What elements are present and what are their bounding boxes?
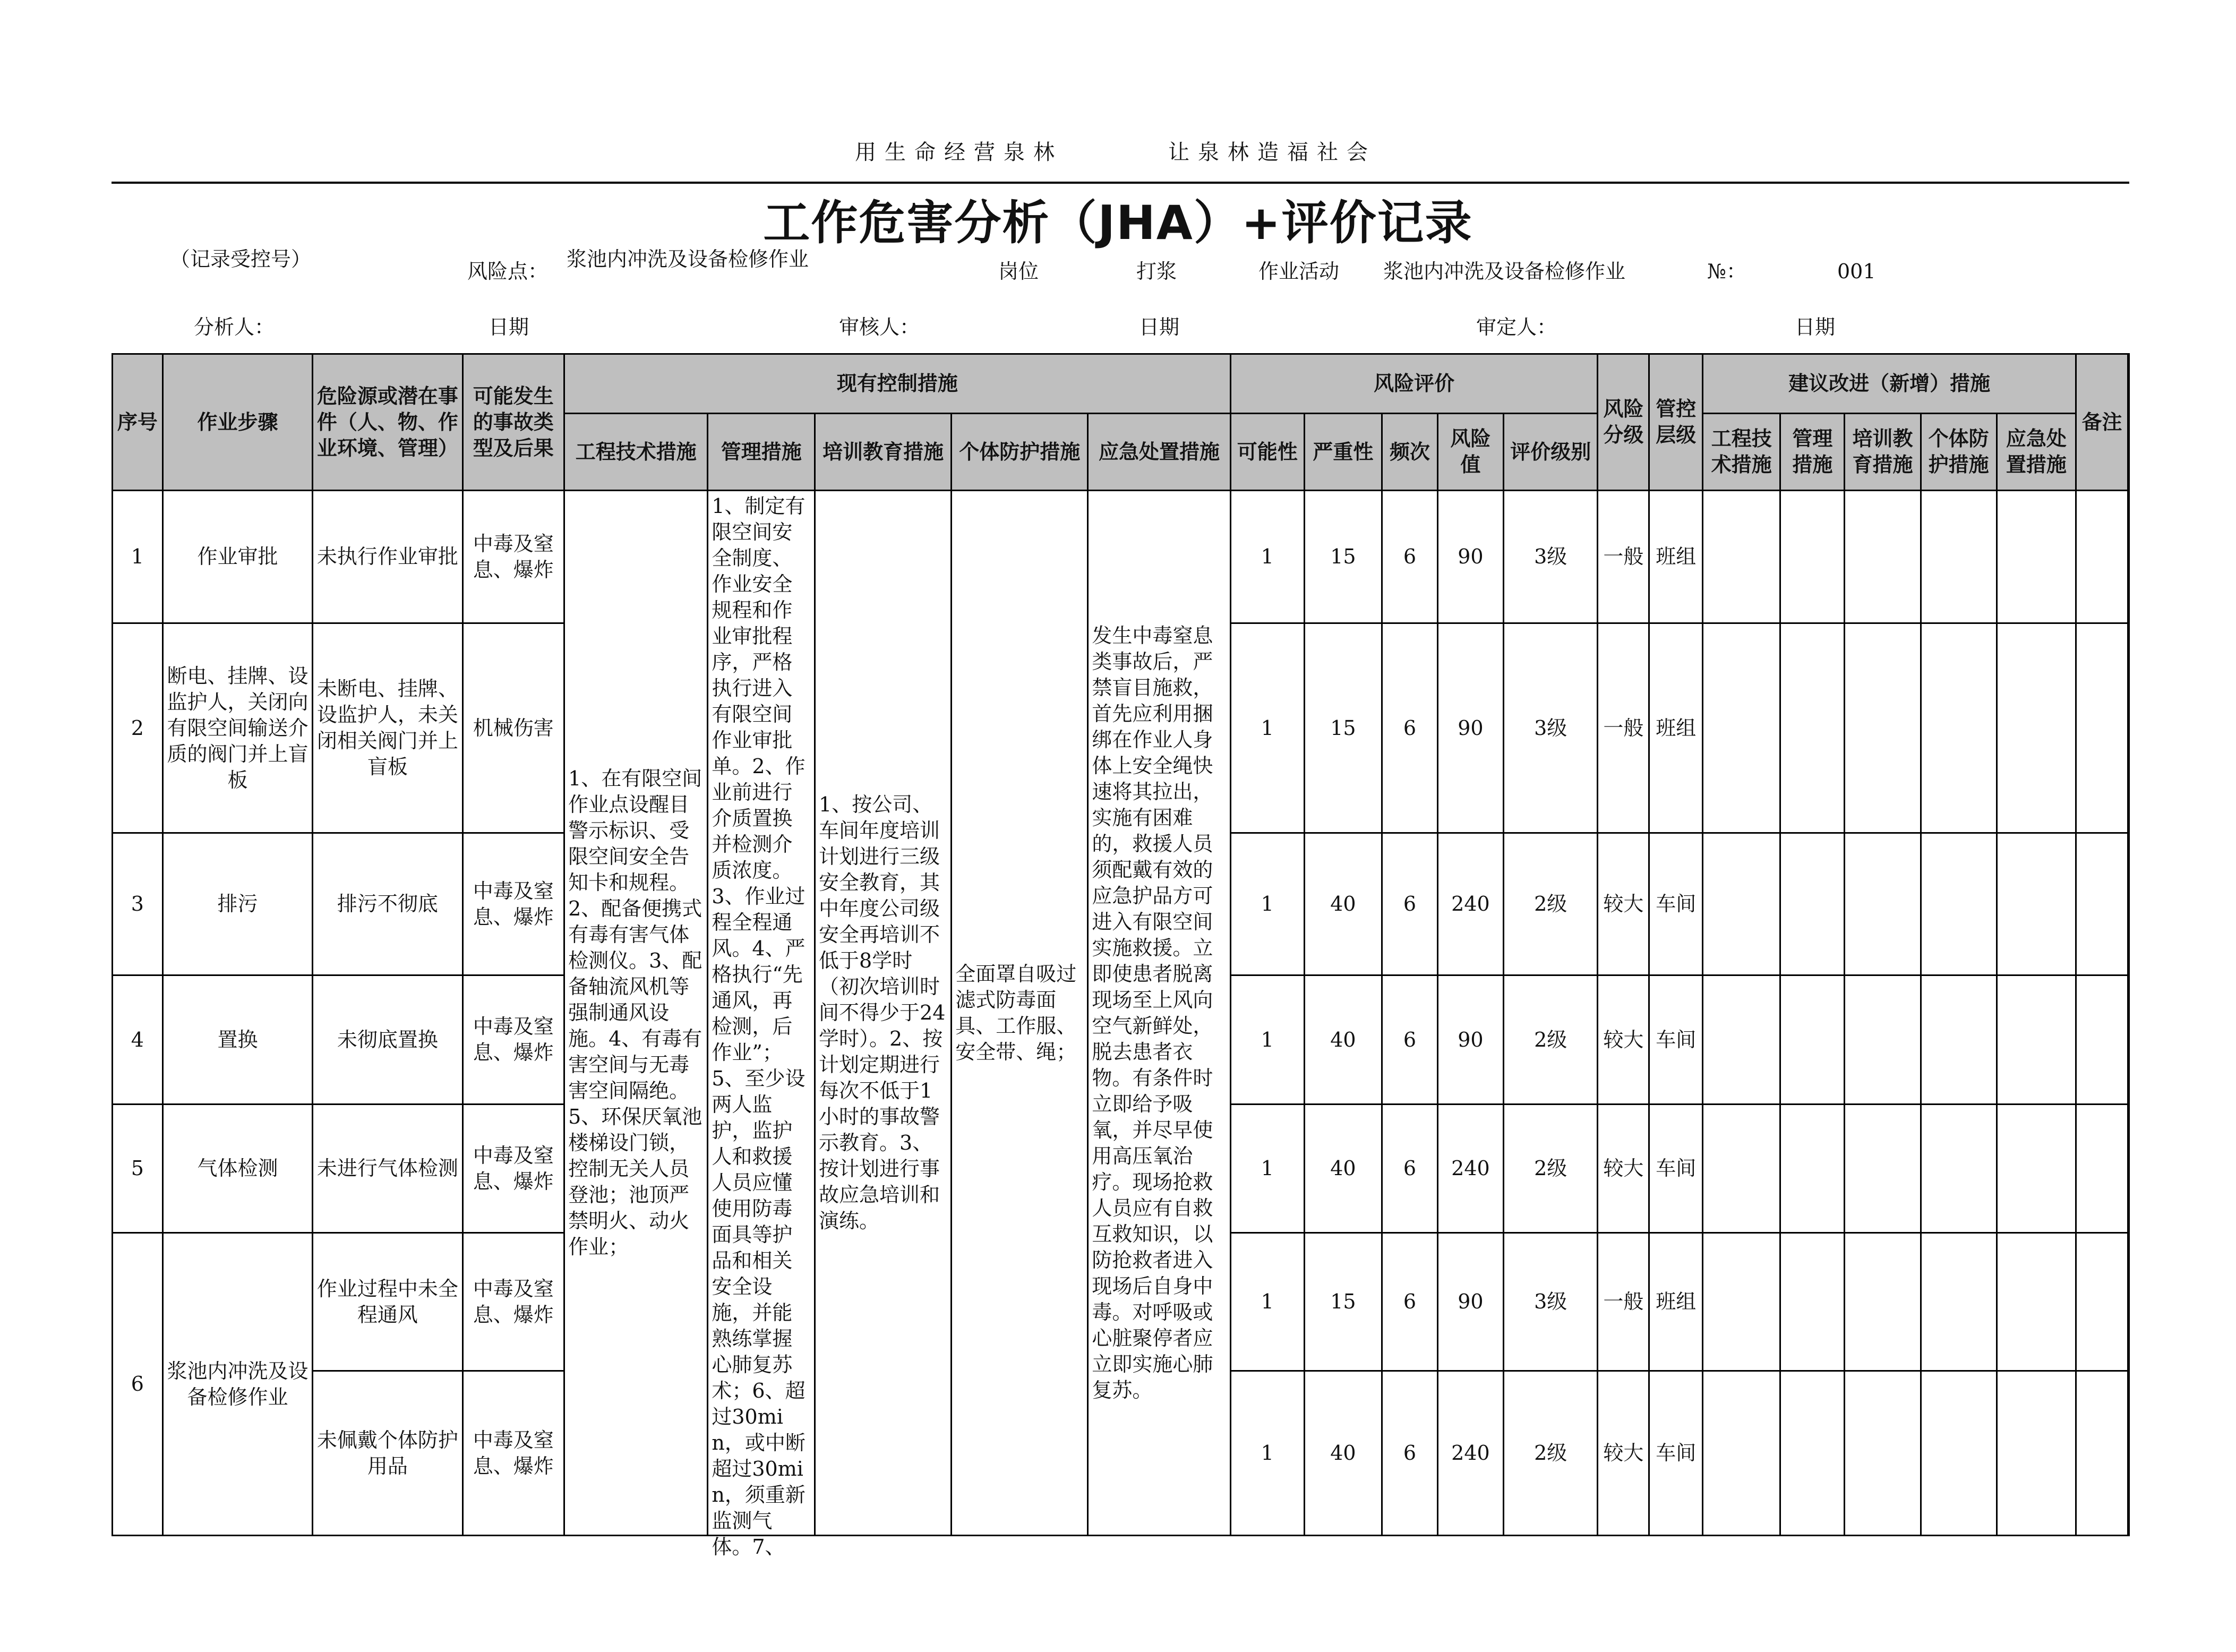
row-control-level: 班组 xyxy=(1649,1233,1703,1371)
post-label: 岗位 xyxy=(998,260,1039,283)
row-severity: 15 xyxy=(1304,1233,1382,1371)
row-s-eng xyxy=(1703,1233,1780,1371)
row-seq: 5 xyxy=(113,1105,163,1233)
row-s-training xyxy=(1845,1371,1921,1536)
row-s-mgmt xyxy=(1780,975,1845,1105)
row-risk-value: 90 xyxy=(1437,623,1503,833)
row-s-ppe xyxy=(1921,833,1997,975)
no-value: 001 xyxy=(1837,260,1876,283)
row-risk-level: 较大 xyxy=(1598,833,1649,975)
row-s-emergency xyxy=(1997,1371,2076,1536)
date1-label: 日期 xyxy=(489,315,529,339)
post-value: 打浆 xyxy=(1136,260,1177,283)
slogan-left: 用生命经营泉林 xyxy=(855,140,1063,165)
shared-eng-measures xyxy=(564,491,708,1536)
row-s-ppe xyxy=(1921,491,1997,623)
col-severity: 严重性 xyxy=(1304,414,1382,491)
row-risk-level: 一般 xyxy=(1598,1233,1649,1371)
row-step: 排污 xyxy=(162,833,312,975)
row-risk-value: 240 xyxy=(1437,1371,1503,1536)
row-s-mgmt xyxy=(1780,623,1845,833)
col-step: 作业步骤 xyxy=(162,354,312,491)
row-control-level: 班组 xyxy=(1649,491,1703,623)
risk-point-label: 风险点： xyxy=(467,260,549,283)
row-s-eng xyxy=(1703,1371,1780,1536)
row-risk-level: 一般 xyxy=(1598,623,1649,833)
shared-training-text: 1、按公司、车间年度培训计划进行三级安全教育，其中年度公司级安全再培训不低于8学时（初次培训时间不得少于24学时）。2、按计划定期进行每次不低于1小时的事故警示教育。3、按计划进行事故应急培训和演练。 xyxy=(819,793,946,1232)
row-consequence: 中毒及窒息、爆炸 xyxy=(462,975,564,1105)
col-remark: 备注 xyxy=(2076,354,2129,491)
col-s-training: 培训教育措施 xyxy=(1845,414,1921,491)
row-step: 置换 xyxy=(162,975,312,1105)
row-control-level: 车间 xyxy=(1649,833,1703,975)
row-frequency: 6 xyxy=(1382,1371,1438,1536)
analyst-label: 分析人： xyxy=(194,315,275,339)
row-step: 气体检测 xyxy=(162,1105,312,1233)
shared-training-measures xyxy=(815,491,952,1536)
row-s-training xyxy=(1845,1105,1921,1233)
row-likelihood: 1 xyxy=(1230,975,1304,1105)
row-severity: 40 xyxy=(1304,833,1382,975)
row-risk-value: 90 xyxy=(1437,1233,1503,1371)
row-remark xyxy=(2076,1233,2129,1371)
approver-label: 审定人： xyxy=(1476,315,1557,339)
row-s-ppe xyxy=(1921,1233,1997,1371)
row-seq: 2 xyxy=(113,623,163,833)
col-risk-level: 风险分级 xyxy=(1598,354,1649,491)
row-s-mgmt xyxy=(1780,1371,1845,1536)
col-s-emergency: 应急处置措施 xyxy=(1997,414,2076,491)
col-frequency: 频次 xyxy=(1382,414,1438,491)
page-title: 工作危害分析（JHA）+评价记录 xyxy=(763,195,1473,250)
row-seq: 6 xyxy=(113,1233,163,1536)
row-frequency: 6 xyxy=(1382,1105,1438,1233)
row-s-training xyxy=(1845,833,1921,975)
date3-label: 日期 xyxy=(1795,315,1836,339)
row-s-mgmt xyxy=(1780,833,1845,975)
col-likelihood: 可能性 xyxy=(1230,414,1304,491)
col-eng: 工程技术措施 xyxy=(564,414,708,491)
shared-ppe-text: 全面罩自吸过滤式防毒面具、工作服、安全带、绳； xyxy=(955,962,1077,1064)
row-frequency: 6 xyxy=(1382,491,1438,623)
row-s-eng xyxy=(1703,975,1780,1105)
row-s-emergency xyxy=(1997,975,2076,1105)
col-risk-value: 风险值 xyxy=(1437,414,1503,491)
row-s-emergency xyxy=(1997,623,2076,833)
row-consequence: 中毒及窒息、爆炸 xyxy=(462,491,564,623)
row-likelihood: 1 xyxy=(1230,623,1304,833)
row-s-emergency xyxy=(1997,1105,2076,1233)
col-s-eng: 工程技术措施 xyxy=(1703,414,1780,491)
risk-point-value: 浆池内冲洗及设备检修作业 xyxy=(566,247,809,271)
row-s-ppe xyxy=(1921,975,1997,1105)
row-grade: 3级 xyxy=(1503,623,1598,833)
row-frequency: 6 xyxy=(1382,833,1438,975)
row-risk-level: 较大 xyxy=(1598,1371,1649,1536)
col-suggested: 建议改进（新增）措施 xyxy=(1703,354,2076,414)
row-seq: 4 xyxy=(113,975,163,1105)
header-divider xyxy=(112,182,2129,184)
date2-label: 日期 xyxy=(1139,315,1180,339)
row-hazard: 未执行作业审批 xyxy=(313,491,462,623)
table-row xyxy=(113,491,2129,623)
activity-value: 浆池内冲洗及设备检修作业 xyxy=(1383,260,1626,283)
row-severity: 40 xyxy=(1304,1105,1382,1233)
row-consequence: 中毒及窒息、爆炸 xyxy=(462,833,564,975)
shared-eng-text: 1、在有限空间作业点设醒目警示标识、受限空间安全告知卡和规程。2、配备便携式有毒有害气体检测仪。3、配备轴流风机等强制通风设施。4、有毒有害空间与无毒害空间隔绝。5、环保厌氧池楼梯设门锁，控制无关人员登池；池顶严禁明火、动火作业； xyxy=(568,767,703,1259)
row-consequence: 机械伤害 xyxy=(462,623,564,833)
row-remark xyxy=(2076,1371,2129,1536)
row-remark xyxy=(2076,833,2129,975)
row-s-emergency xyxy=(1997,491,2076,623)
col-ppe: 个体防护措施 xyxy=(952,414,1088,491)
row-s-eng xyxy=(1703,623,1780,833)
record-no-label: （记录受控号） xyxy=(170,247,312,271)
row-s-eng xyxy=(1703,833,1780,975)
row-remark xyxy=(2076,491,2129,623)
row-s-mgmt xyxy=(1780,491,1845,623)
shared-emergency-text: 发生中毒窒息类事故后，严禁盲目施救，首先应利用捆绑在作业人身体上安全绳快速将其拉出，实施有困难的，救援人员须配戴有效的应急护品方可进入有限空间实施救援。立即使患者脱离现场至上风向空气新鲜处，脱去患者衣物。有条件时立即给予吸氧，并尽早使用高压氧治疗。现场抢救人员应有自救互救知识，以防抢救者进入现场后自身中毒。对呼吸或心脏聚停者应立即实施心肺复苏。 xyxy=(1092,623,1213,1402)
col-consequence: 可能发生的事故类型及后果 xyxy=(462,354,564,491)
shared-emergency-measures xyxy=(1088,491,1230,1536)
row-risk-value: 90 xyxy=(1437,491,1503,623)
row-s-eng xyxy=(1703,1105,1780,1233)
row-grade: 3级 xyxy=(1503,1233,1598,1371)
row-s-training xyxy=(1845,975,1921,1105)
row-risk-level: 较大 xyxy=(1598,975,1649,1105)
row-risk-level: 一般 xyxy=(1598,491,1649,623)
row-grade: 2级 xyxy=(1503,975,1598,1105)
row-likelihood: 1 xyxy=(1230,1233,1304,1371)
row-grade: 2级 xyxy=(1503,1105,1598,1233)
row-frequency: 6 xyxy=(1382,623,1438,833)
row-s-training xyxy=(1845,1233,1921,1371)
row-hazard: 排污不彻底 xyxy=(313,833,462,975)
row-risk-value: 240 xyxy=(1437,833,1503,975)
jha-table xyxy=(112,353,2130,1559)
col-existing-controls: 现有控制措施 xyxy=(564,354,1231,414)
row-s-mgmt xyxy=(1780,1105,1845,1233)
row-consequence: 中毒及窒息、爆炸 xyxy=(462,1371,564,1536)
col-control-level: 管控层级 xyxy=(1649,354,1703,491)
row-risk-level: 较大 xyxy=(1598,1105,1649,1233)
row-hazard: 未佩戴个体防护用品 xyxy=(313,1371,462,1536)
row-seq: 1 xyxy=(113,491,163,623)
shared-ppe-measures xyxy=(952,491,1088,1536)
row-s-ppe xyxy=(1921,1105,1997,1233)
row-s-ppe xyxy=(1921,1371,1997,1536)
row-grade: 3级 xyxy=(1503,491,1598,623)
row-consequence: 中毒及窒息、爆炸 xyxy=(462,1105,564,1233)
row-step: 作业审批 xyxy=(162,491,312,623)
col-mgmt: 管理措施 xyxy=(708,414,815,491)
row-frequency: 6 xyxy=(1382,1233,1438,1371)
col-s-ppe: 个体防护措施 xyxy=(1921,414,1997,491)
shared-mgmt-measures xyxy=(708,491,815,1559)
row-s-eng xyxy=(1703,491,1780,623)
col-training: 培训教育措施 xyxy=(815,414,952,491)
col-hazard: 危险源或潜在事件（人、物、作业环境、管理） xyxy=(313,354,462,491)
row-hazard: 未断电、挂牌、设监护人，未关闭相关阀门并上盲板 xyxy=(313,623,462,833)
row-s-ppe xyxy=(1921,623,1997,833)
row-seq: 3 xyxy=(113,833,163,975)
row-consequence: 中毒及窒息、爆炸 xyxy=(462,1233,564,1371)
row-s-training xyxy=(1845,491,1921,623)
row-s-emergency xyxy=(1997,833,2076,975)
row-step: 断电、挂牌、设监护人，关闭向有限空间输送介质的阀门并上盲板 xyxy=(162,623,312,833)
row-grade: 2级 xyxy=(1503,1371,1598,1536)
col-risk-eval: 风险评价 xyxy=(1230,354,1598,414)
row-likelihood: 1 xyxy=(1230,491,1304,623)
row-remark xyxy=(2076,623,2129,833)
row-likelihood: 1 xyxy=(1230,833,1304,975)
row-hazard: 未进行气体检测 xyxy=(313,1105,462,1233)
row-remark xyxy=(2076,975,2129,1105)
slogan-right: 让泉林造福社会 xyxy=(1168,140,1376,165)
row-severity: 15 xyxy=(1304,623,1382,833)
col-emergency: 应急处置措施 xyxy=(1088,414,1230,491)
row-control-level: 班组 xyxy=(1649,623,1703,833)
row-s-mgmt xyxy=(1780,1233,1845,1371)
shared-mgmt-text: 1、制定有限空间安全制度、作业安全规程和作业审批程序，严格执行进入有限空间作业审批单。2、作业前进行介质置换并检测介质浓度。3、作业过程全程通风。4、严格执行“先通风，再检测，后作业”；5、至少设两人监护，监护人和救援人员应懂使用防毒面具等护品和相关安全设施，并能熟练掌握心肺复苏术；6、超过30min，或中断超过30min，须重新监测气体。7、 xyxy=(712,494,806,1559)
row-grade: 2级 xyxy=(1503,833,1598,975)
row-risk-value: 90 xyxy=(1437,975,1503,1105)
row-severity: 15 xyxy=(1304,491,1382,623)
reviewer-label: 审核人： xyxy=(839,315,920,339)
row-likelihood: 1 xyxy=(1230,1105,1304,1233)
activity-label: 作业活动 xyxy=(1258,260,1340,283)
row-hazard: 作业过程中未全程通风 xyxy=(313,1233,462,1371)
row-s-training xyxy=(1845,623,1921,833)
col-s-mgmt: 管理措施 xyxy=(1780,414,1845,491)
row-control-level: 车间 xyxy=(1649,1371,1703,1536)
row-severity: 40 xyxy=(1304,975,1382,1105)
row-s-emergency xyxy=(1997,1233,2076,1371)
row-risk-value: 240 xyxy=(1437,1105,1503,1233)
row-severity: 40 xyxy=(1304,1371,1382,1536)
no-label: №： xyxy=(1707,260,1746,283)
row-hazard: 未彻底置换 xyxy=(313,975,462,1105)
col-seq: 序号 xyxy=(113,354,163,491)
row-control-level: 车间 xyxy=(1649,975,1703,1105)
row-step: 浆池内冲洗及设备检修作业 xyxy=(162,1233,312,1536)
row-remark xyxy=(2076,1105,2129,1233)
row-control-level: 车间 xyxy=(1649,1105,1703,1233)
row-frequency: 6 xyxy=(1382,975,1438,1105)
col-grade: 评价级别 xyxy=(1503,414,1598,491)
row-likelihood: 1 xyxy=(1230,1371,1304,1536)
